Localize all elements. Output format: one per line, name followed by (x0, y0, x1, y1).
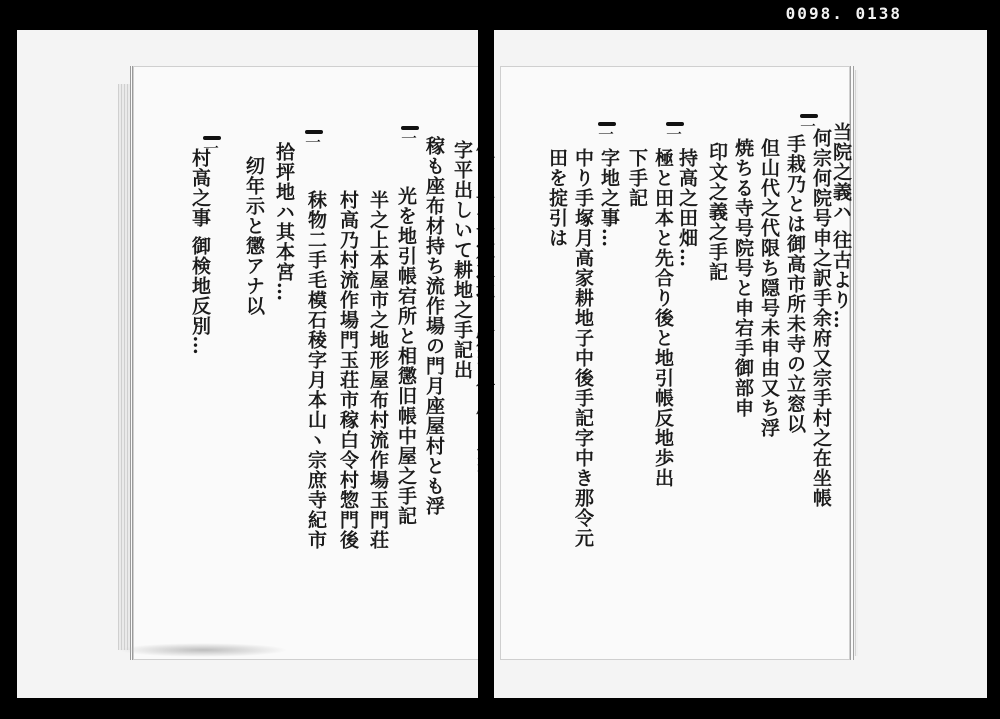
right-col-9: 但山代之代限ち隠号未申由又ち浮 (757, 138, 780, 438)
left-col-4: 秣物二手毛模石稜字月本山ヽ宗庶寺紀市 (304, 190, 327, 550)
right-col-10: 手栽乃とは御高市所未寺の立窓以 (783, 134, 806, 434)
open-book (118, 60, 858, 666)
item-mark: 一 (666, 122, 684, 126)
left-col-1: 村高之事 御検地反別… (188, 148, 211, 356)
left-col-2: 纫年示と懲アナ以 (242, 156, 265, 316)
left-col-8: 稼も座布材持ち流作場の門月座屋村とも浮 (422, 136, 445, 516)
right-col-4: 下手記 (625, 148, 648, 208)
left-col-9: 字平出しいて耕地之手記出 (450, 140, 473, 380)
item-mark: 一 (305, 130, 323, 134)
right-col-7: 印文之義之手記 (705, 142, 728, 282)
right-col-3: 字地之事… (597, 148, 620, 248)
left-col-3: 拾坪地ハ其本宮… (272, 142, 295, 302)
item-mark: 一 (203, 136, 221, 140)
left-col-5: 村高乃村流作場門玉荘市稼白令村惣門後 (336, 190, 359, 550)
right-col-1: 田を掟引は (545, 148, 568, 248)
left-page (130, 66, 493, 660)
right-col-11: 何宗何院号申之訳手余府又宗手村之在坐帳 (809, 128, 832, 508)
right-col-8: 焼ちる寺号院号と申宕手御部申 (731, 138, 754, 418)
right-col-2: 中り手塚月高家耕地子中後手記字中き那令元 (571, 148, 594, 548)
item-mark: 一 (598, 122, 616, 126)
right-col-5: 極と田本と先合り後と地引帳反地歩出 (651, 148, 674, 488)
book-gutter (478, 30, 494, 710)
right-page (500, 66, 854, 660)
frame-number: 0098. 0138 (785, 4, 902, 23)
right-col-12: 当院之義ハ 往古より… (829, 122, 852, 330)
item-mark: 一 (401, 126, 419, 130)
page-stain (118, 643, 288, 657)
item-mark: 一 (800, 114, 818, 118)
right-col-6: 持高之田畑… (675, 148, 698, 268)
left-col-7: 光を地引帳宕所と相懲旧帳中屋之手記 (394, 186, 417, 526)
left-col-6: 半之上本屋市之地形屋布村流作場玉門荘 (366, 190, 389, 550)
